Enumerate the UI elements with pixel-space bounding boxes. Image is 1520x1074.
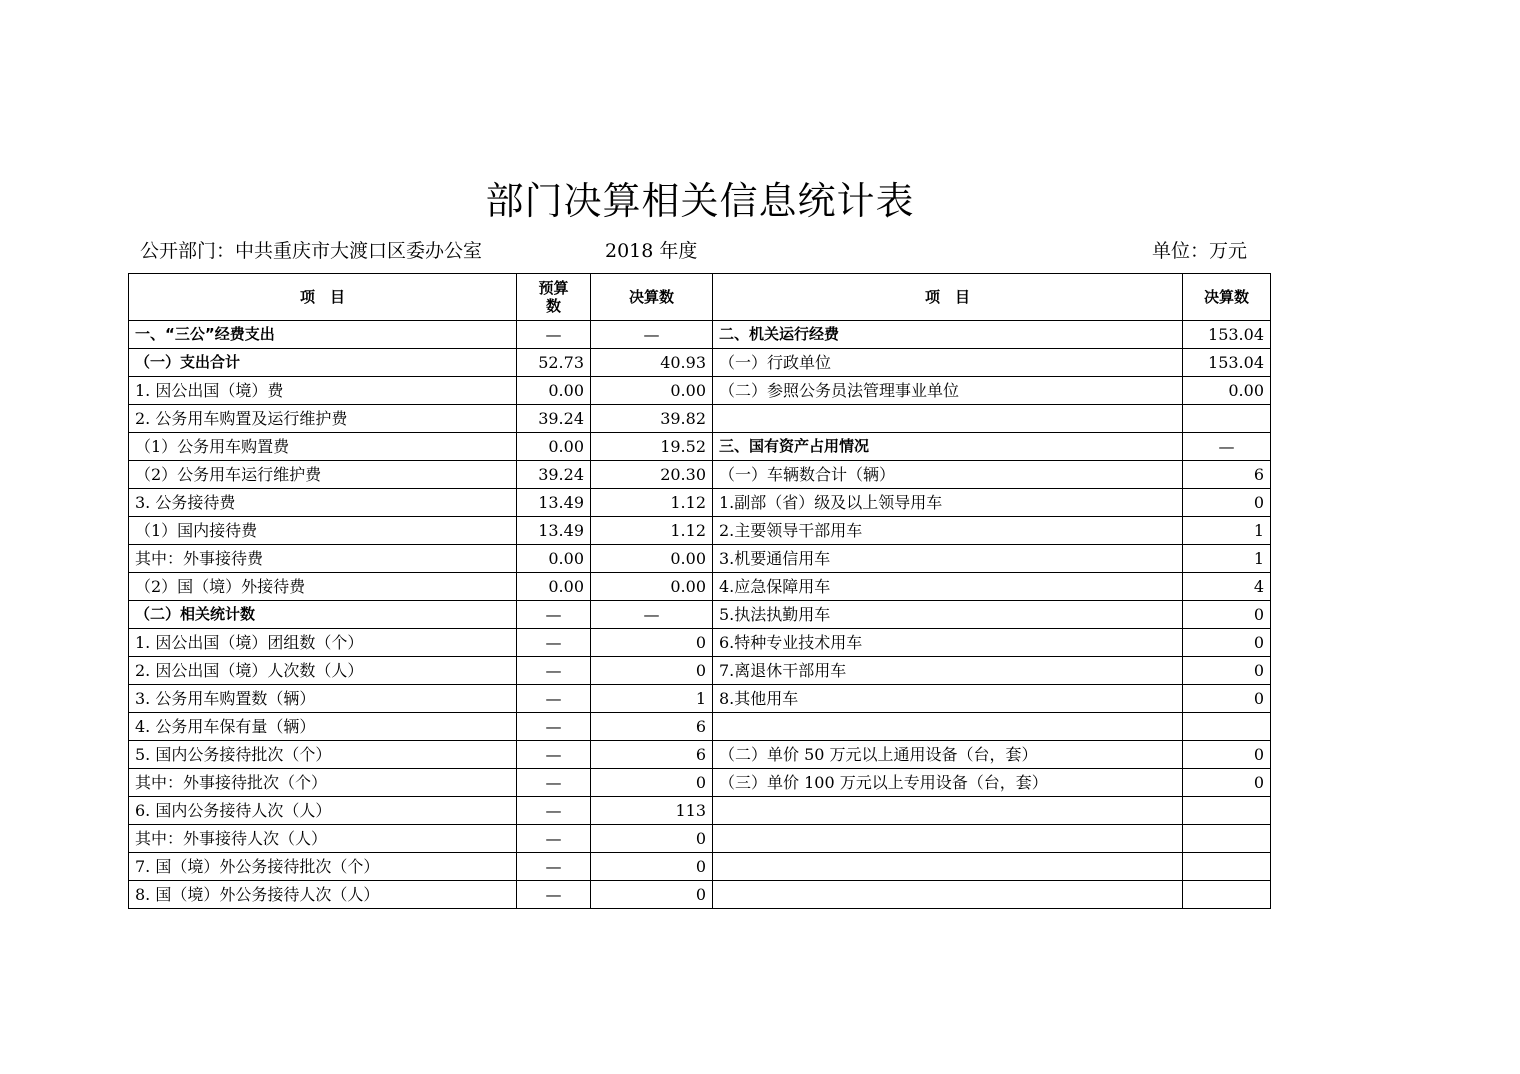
- final-cell: 0: [591, 657, 713, 685]
- year-label: 2018 年度: [605, 240, 698, 262]
- final-cell: 0: [591, 629, 713, 657]
- table-row: [129, 433, 1271, 461]
- right-final-cell: 6: [1183, 461, 1271, 489]
- final-cell: 0: [591, 769, 713, 797]
- right-item-cell: 1.副部（省）级及以上领导用车: [713, 489, 1183, 517]
- table-row: [129, 629, 1271, 657]
- left-item-cell: 7. 国（境）外公务接待批次（个）: [129, 853, 517, 881]
- final-cell: 6: [591, 713, 713, 741]
- final-cell: 0.00: [591, 573, 713, 601]
- left-item-cell: 5. 国内公务接待批次（个）: [129, 741, 517, 769]
- right-final-cell: 1: [1183, 545, 1271, 573]
- budget-cell: —: [517, 657, 591, 685]
- right-final-cell: 0: [1183, 601, 1271, 629]
- right-final-cell: [1183, 713, 1271, 741]
- final-cell: 39.82: [591, 405, 713, 433]
- right-item-cell: [713, 825, 1183, 853]
- budget-cell: —: [517, 713, 591, 741]
- left-item-cell: 1. 因公出国（境）团组数（个）: [129, 629, 517, 657]
- department-label: 公开部门：中共重庆市大渡口区委办公室: [140, 240, 483, 262]
- table-row: [129, 769, 1271, 797]
- right-item-cell: 二、机关运行经费: [713, 321, 1183, 349]
- left-item-cell: （一）支出合计: [129, 349, 517, 377]
- right-item-cell: [713, 853, 1183, 881]
- header-left-item: 项 目: [129, 274, 517, 321]
- table-row: [129, 349, 1271, 377]
- left-item-cell: 其中：外事接待批次（个）: [129, 769, 517, 797]
- table-row: [129, 601, 1271, 629]
- right-final-cell: —: [1183, 433, 1271, 461]
- header-budget-text: 预算 数: [538, 279, 569, 315]
- budget-cell: 13.49: [517, 517, 591, 545]
- final-cell: 20.30: [591, 461, 713, 489]
- budget-cell: 13.49: [517, 489, 591, 517]
- budget-cell: 39.24: [517, 405, 591, 433]
- right-item-cell: 5.执法执勤用车: [713, 601, 1183, 629]
- left-item-cell: 3. 公务用车购置数（辆）: [129, 685, 517, 713]
- final-cell: —: [591, 321, 713, 349]
- left-item-cell: 一、“三公”经费支出: [129, 321, 517, 349]
- left-item-cell: 3. 公务接待费: [129, 489, 517, 517]
- table-row: [129, 573, 1271, 601]
- header-right-final: 决算数: [1183, 274, 1271, 321]
- budget-cell: —: [517, 881, 591, 909]
- right-final-cell: [1183, 797, 1271, 825]
- statistics-table: [128, 273, 1271, 909]
- budget-cell: —: [517, 629, 591, 657]
- right-final-cell: 0: [1183, 769, 1271, 797]
- final-cell: 19.52: [591, 433, 713, 461]
- table-row: [129, 321, 1271, 349]
- left-item-cell: 2. 公务用车购置及运行维护费: [129, 405, 517, 433]
- right-final-cell: 153.04: [1183, 321, 1271, 349]
- table-row: [129, 797, 1271, 825]
- right-final-cell: 0: [1183, 685, 1271, 713]
- right-item-cell: 8.其他用车: [713, 685, 1183, 713]
- table-row: [129, 405, 1271, 433]
- right-final-cell: [1183, 881, 1271, 909]
- right-item-cell: （一）车辆数合计（辆）: [713, 461, 1183, 489]
- right-final-cell: 0: [1183, 657, 1271, 685]
- page-title: 部门决算相关信息统计表: [485, 179, 915, 223]
- left-item-cell: （1）公务用车购置费: [129, 433, 517, 461]
- right-item-cell: 6.特种专业技术用车: [713, 629, 1183, 657]
- table-row: [129, 713, 1271, 741]
- budget-cell: 52.73: [517, 349, 591, 377]
- table-row: [129, 825, 1271, 853]
- right-final-cell: 0: [1183, 629, 1271, 657]
- unit-label: 单位：万元: [1152, 240, 1248, 262]
- table-row: [129, 489, 1271, 517]
- budget-cell: 0.00: [517, 377, 591, 405]
- header-budget: [517, 274, 591, 321]
- budget-cell: 0.00: [517, 573, 591, 601]
- left-item-cell: （1）国内接待费: [129, 517, 517, 545]
- right-item-cell: （三）单价 100 万元以上专用设备（台，套）: [713, 769, 1183, 797]
- budget-cell: 0.00: [517, 433, 591, 461]
- right-item-cell: （一）行政单位: [713, 349, 1183, 377]
- budget-cell: 39.24: [517, 461, 591, 489]
- left-item-cell: 1. 因公出国（境）费: [129, 377, 517, 405]
- table-body: [129, 321, 1271, 909]
- header-final: 决算数: [591, 274, 713, 321]
- budget-cell: —: [517, 321, 591, 349]
- left-item-cell: 其中：外事接待费: [129, 545, 517, 573]
- final-cell: 0.00: [591, 377, 713, 405]
- budget-cell: —: [517, 797, 591, 825]
- final-cell: 1: [591, 685, 713, 713]
- right-item-cell: 三、国有资产占用情况: [713, 433, 1183, 461]
- table-header-row: [129, 274, 1271, 321]
- right-item-cell: 2.主要领导干部用车: [713, 517, 1183, 545]
- final-cell: —: [591, 601, 713, 629]
- budget-cell: 0.00: [517, 545, 591, 573]
- budget-cell: —: [517, 853, 591, 881]
- table-row: [129, 853, 1271, 881]
- final-cell: 0: [591, 853, 713, 881]
- table-row: [129, 461, 1271, 489]
- right-item-cell: （二）单价 50 万元以上通用设备（台，套）: [713, 741, 1183, 769]
- table-row: [129, 741, 1271, 769]
- right-item-cell: 3.机要通信用车: [713, 545, 1183, 573]
- header-right-item: 项 目: [713, 274, 1183, 321]
- right-final-cell: 153.04: [1183, 349, 1271, 377]
- budget-cell: —: [517, 769, 591, 797]
- right-final-cell: [1183, 405, 1271, 433]
- right-final-cell: [1183, 853, 1271, 881]
- left-item-cell: 其中：外事接待人次（人）: [129, 825, 517, 853]
- right-item-cell: 7.离退休干部用车: [713, 657, 1183, 685]
- table-row: [129, 657, 1271, 685]
- budget-cell: —: [517, 741, 591, 769]
- right-item-cell: [713, 797, 1183, 825]
- left-item-cell: （2）国（境）外接待费: [129, 573, 517, 601]
- right-final-cell: 0: [1183, 489, 1271, 517]
- right-final-cell: [1183, 825, 1271, 853]
- right-final-cell: 4: [1183, 573, 1271, 601]
- left-item-cell: 2. 因公出国（境）人次数（人）: [129, 657, 517, 685]
- budget-cell: —: [517, 685, 591, 713]
- right-final-cell: 1: [1183, 517, 1271, 545]
- table-row: [129, 545, 1271, 573]
- left-item-cell: 4. 公务用车保有量（辆）: [129, 713, 517, 741]
- final-cell: 0.00: [591, 545, 713, 573]
- table-row: [129, 517, 1271, 545]
- right-item-cell: [713, 405, 1183, 433]
- right-item-cell: [713, 881, 1183, 909]
- table-row: [129, 377, 1271, 405]
- final-cell: 40.93: [591, 349, 713, 377]
- final-cell: 6: [591, 741, 713, 769]
- right-final-cell: 0: [1183, 741, 1271, 769]
- right-final-cell: 0.00: [1183, 377, 1271, 405]
- table-row: [129, 881, 1271, 909]
- final-cell: 113: [591, 797, 713, 825]
- right-item-cell: （二）参照公务员法管理事业单位: [713, 377, 1183, 405]
- budget-cell: —: [517, 601, 591, 629]
- final-cell: 0: [591, 825, 713, 853]
- budget-cell: —: [517, 825, 591, 853]
- final-cell: 1.12: [591, 489, 713, 517]
- right-item-cell: [713, 713, 1183, 741]
- left-item-cell: 6. 国内公务接待人次（人）: [129, 797, 517, 825]
- table-row: [129, 685, 1271, 713]
- left-item-cell: 8. 国（境）外公务接待人次（人）: [129, 881, 517, 909]
- final-cell: 1.12: [591, 517, 713, 545]
- left-item-cell: （二）相关统计数: [129, 601, 517, 629]
- left-item-cell: （2）公务用车运行维护费: [129, 461, 517, 489]
- final-cell: 0: [591, 881, 713, 909]
- right-item-cell: 4.应急保障用车: [713, 573, 1183, 601]
